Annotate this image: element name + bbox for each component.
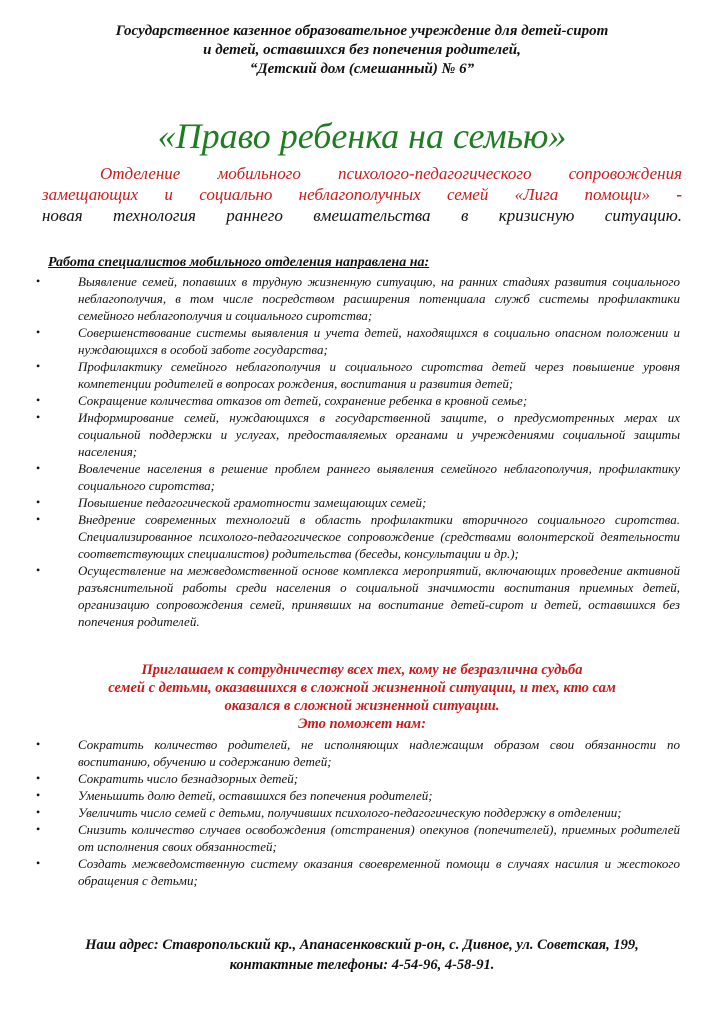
list-item: • Увеличить число семей с детьми, получивших психолого-педагогическую поддержку в отделении; xyxy=(36,804,680,821)
invite-line-1: Приглашаем к сотрудничеству всех тех, кому не безразлична судьба xyxy=(141,662,583,678)
page-title: «Право ребенка на семью» xyxy=(157,116,567,156)
institution-header xyxy=(40,22,684,79)
header-line-2: и детей, оставшихся без попечения родителей, xyxy=(203,42,521,58)
list-item: • Снизить количество случаев освобождения (отстранения) опекунов (попечителей), приемных родителей от исполнения своих обязанностей; xyxy=(36,821,680,855)
phone-line: контактные телефоны: 4-54-96, 4-58-91. xyxy=(229,957,495,973)
header-line-1: Государственное казенное образовательное учреждение для детей-сирот xyxy=(115,23,609,39)
address-line: Наш адрес: Ставропольский кр., Апанасенковский р-он, с. Дивное, ул. Советская, 199, xyxy=(85,937,639,953)
list-item: • Сократить количество родителей, не исполняющих надлежащим образом свои обязанности по воспитанию, обучению и содержанию детей; xyxy=(36,736,680,770)
work-list xyxy=(36,273,680,630)
list-item: • Информирование семей, нуждающихся в государственной защите, о предусмотренных мерах их социальной поддержки и услугах, предоставляемых органами и учреждениями социальной защиты населения; xyxy=(36,409,680,460)
section-heading: Работа специалистов мобильного отделения направлена на: xyxy=(48,255,430,270)
list-item: • Совершенствование системы выявления и учета детей, находящихся в социально опасном положении и нуждающихся в особой заботе государства; xyxy=(36,324,680,358)
list-item: • Создать межведомственную систему оказания своевременной помощи в случаях насилия и жестокого обращения с детьми; xyxy=(36,855,680,889)
list-item: • Осуществление на межведомственной основе комплекса мероприятий, включающих проведение активной разъяснительной работы среди населения о социальной значимости воспитания приемных детей, организацию сопровождения семей, принявших на воспитание детей-сирот и детей, оставшихся без попечения родителей. xyxy=(36,562,680,630)
subtitle-line-1: Отделение мобильного психолого-педагогического сопровождения xyxy=(100,164,682,183)
list-item: • Вовлечение населения в решение проблем раннего выявления семейного неблагополучия, профилактику социального сиротства; xyxy=(36,460,680,494)
list-item: • Внедрение современных технологий в область профилактики вторичного социального сиротства. Специализированное психолого-педагогическое сопровождение (средствами волонтерской деятельности соответствующих специалистов) родительства (беседы, консультации и др.); xyxy=(36,511,680,562)
list-item: • Повышение педагогической грамотности замещающих семей; xyxy=(36,494,680,511)
subtitle-line-2 xyxy=(42,184,682,205)
list-item: • Профилактику семейного неблагополучия и социального сиротства детей через повышение уровня компетенции родителей в вопросах рождения, воспитания и развития детей; xyxy=(36,358,680,392)
subtitle-dash: - xyxy=(650,185,682,204)
list-item: • Сокращение количества отказов от детей, сохранение ребенка в кровной семье; xyxy=(36,392,680,409)
subtitle-line-2-text: замещающих и социально неблагополучных семей «Лига помощи» xyxy=(42,185,651,204)
invite-line-2: семей с детьми, оказавшихся в сложной жизненной ситуации, и тех, кто сам xyxy=(108,680,616,696)
list-item: • Уменьшить долю детей, оставшихся без попечения родителей; xyxy=(36,787,680,804)
invitation-block xyxy=(40,661,684,733)
subtitle-block xyxy=(42,163,682,226)
header-line-3: “Детский дом (смешанный) № 6” xyxy=(249,61,475,77)
contact-address xyxy=(30,935,694,975)
invite-line-4: Это поможет нам: xyxy=(298,716,426,732)
subtitle-line-3: новая технология раннего вмешательства в кризисную ситуацию. xyxy=(42,206,682,225)
list-item: • Выявление семей, попавших в трудную жизненную ситуацию, на ранних стадиях развития социального неблагополучия, в том числе посредством расширения потенциала служб системы профилактики семейного неблагополучия и социального сиротства; xyxy=(36,273,680,324)
help-list xyxy=(36,736,680,889)
invite-line-3: оказался в сложной жизненной ситуации. xyxy=(224,698,500,714)
list-item: • Сократить число безнадзорных детей; xyxy=(36,770,680,787)
